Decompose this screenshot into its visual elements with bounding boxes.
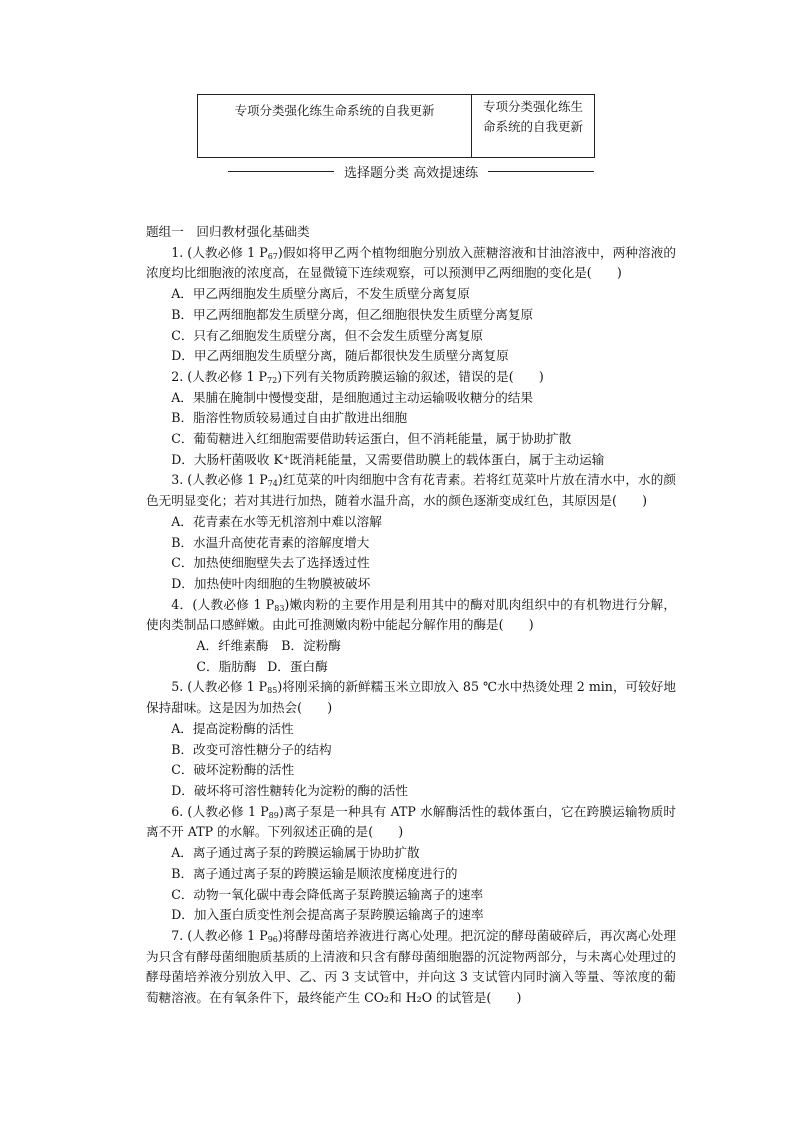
option: D．蛋白酶 (267, 658, 328, 674)
option: B．改变可溶性糖分子的结构 (171, 741, 332, 757)
option-row (146, 636, 676, 657)
question-stem: 4．(人教必修 1 $P_{83}$)嫩肉粉的主要作用是利用其中的酶对肌肉组织中的有机物进行分解，使肉类制品口感鲜嫩。由此可推测嫩肉粉中能起分解作用的酶是( ) (146, 596, 676, 633)
option: C．脂肪酶 (196, 658, 257, 674)
question-stem: 1. (人教必修 1 $P_{67}$)假如将甲乙两个植物细胞分别放入蔗糖溶液和甘油溶液中，两种溶液的浓度均比细胞液的浓度高，在显微镜下连续观察，可以预测甲乙两细胞的变化是( ) (146, 244, 676, 281)
option: D．加热使叶肉细胞的生物膜被破坏 (171, 575, 371, 591)
option: B．甲乙两细胞都发生质壁分离，但乙细胞很快发生质壁分离复原 (171, 306, 534, 322)
option: D．破坏将可溶性糖转化为淀粉的酶的活性 (171, 782, 408, 798)
option: C．只有乙细胞发生质壁分离，但不会发生质壁分离复原 (171, 327, 484, 343)
group-title: 题组一 回归教材强化基础类 (146, 224, 310, 239)
option: C．动物一氧化碳中毒会降低离子泵跨膜运输离子的速率 (171, 886, 484, 902)
option: B．淀粉酶 (281, 638, 341, 654)
option: C．葡萄糖进入红细胞需要借助转运蛋白，但不消耗能量，属于协助扩散 (171, 431, 572, 447)
option: C．破坏淀粉酶的活性 (171, 762, 295, 778)
header-left-cell: 专项分类强化练生命系统的自我更新 (198, 95, 472, 157)
question-stem: 2. (人教必修 1 $P_{72}$)下列有关物质跨膜运输的叙述，错误的是( ) (171, 368, 544, 385)
option: B．脂溶性物质较易通过自由扩散进出细胞 (171, 410, 408, 426)
option: D．大肠杆菌吸收 K⁺既消耗能量，又需要借助膜上的载体蛋白，属于主动运输 (171, 451, 605, 467)
question-stem: 5. (人教必修 1 $P_{85}$)将刚采摘的新鲜糯玉米立即放入 85 ℃水中热烫处理 2 min，可较好地保持甜味。这是因为加热会( ) (146, 679, 676, 716)
header-table (197, 94, 595, 158)
subtitle-text: 选择题分类 高效提速练 (343, 165, 479, 181)
option: C．加热使细胞壁失去了选择透过性 (171, 555, 370, 571)
option: D．甲乙两细胞发生质壁分离，随后都很快发生质壁分离复原 (171, 348, 509, 364)
option: A．果脯在腌制中慢慢变甜，是细胞通过主动运输吸收糖分的结果 (171, 389, 533, 405)
option: A．纤维素酶 (196, 638, 269, 654)
question-stem: 7. (人教必修 1 $P_{96}$)将酵母菌培养液进行离心处理。把沉淀的酵母菌破碎后，再次离心处理为只含有酵母菌细胞质基质的上清液和只含有酵母菌细胞器的沉淀物两部分，与未离心处理过的酵母菌培养液分别放入甲、乙、丙 3 支试管中，并向这 3 支试管内同时滴入等量、等浓度的葡萄糖溶液。在有氧条件下，最终能产生 CO₂和 H₂O 的试管是( ) (146, 927, 676, 1006)
option: D．加入蛋白质变性剂会提高离子泵跨膜运输离子的速率 (171, 907, 484, 923)
option: A．甲乙两细胞发生质壁分离后，不发生质壁分离复原 (171, 286, 470, 302)
question-stem: 6. (人教必修 1 $P_{89}$)离子泵是一种具有 ATP 水解酶活性的载体蛋白，它在跨膜运输物质时离不开 ATP 的水解。下列叙述正确的是( ) (146, 803, 676, 840)
section-subtitle (228, 161, 594, 181)
option: A．提高淀粉酶的活性 (171, 720, 294, 736)
option-row (146, 657, 676, 678)
subtitle-rule-left (228, 171, 334, 172)
question-stem: 3. (人教必修 1 $P_{74}$)红苋菜的叶肉细胞中含有花青素。若将红苋菜叶片放在清水中，水的颜色无明显变化；若对其进行加热，随着水温升高，水的颜色逐渐变成红色，其原因是( ) (146, 472, 676, 509)
option: B．离子通过离子泵的跨膜运输是顺浓度梯度进行的 (171, 865, 458, 881)
option: A．离子通过离子泵的跨膜运输属于协助扩散 (171, 845, 420, 861)
subtitle-rule-right (488, 171, 594, 172)
header-right-cell: 专项分类强化练生命系统的自我更新 (482, 99, 583, 134)
option: A．花青素在水等无机溶剂中难以溶解 (171, 513, 382, 529)
option: B．水温升高使花青素的溶解度增大 (171, 534, 370, 550)
question-list (146, 222, 676, 1009)
